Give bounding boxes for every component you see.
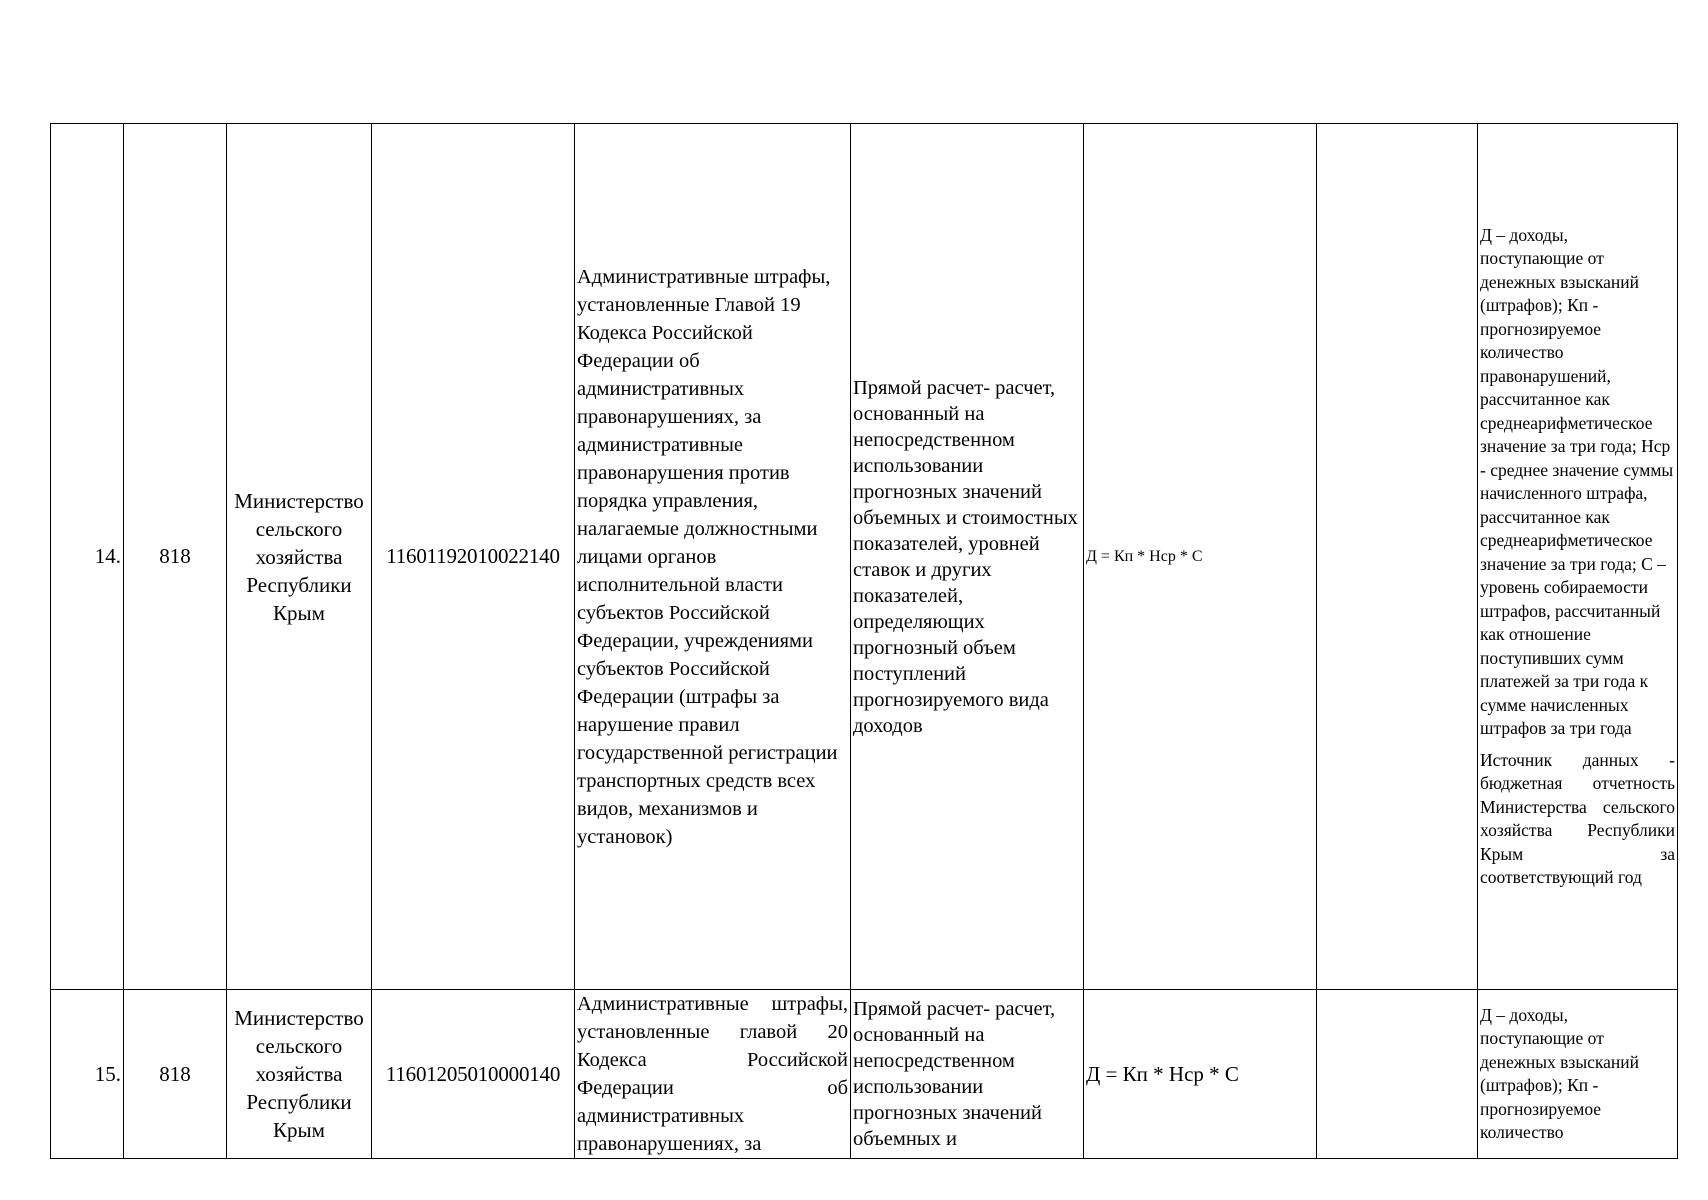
formula-description-cell: [1478, 124, 1678, 990]
table-row: [51, 990, 1678, 1159]
empty-cell: [1317, 990, 1478, 1159]
organization-name: Министерство сельского хозяйства Республики Крым: [227, 990, 372, 1159]
admin-code: 818: [124, 124, 227, 990]
formula: Д = Кп * Нср * С: [1084, 124, 1317, 990]
admin-code: 818: [124, 990, 227, 1159]
row-number: 14.: [51, 124, 124, 990]
budget-classification-code: 11601205010000140: [372, 990, 575, 1159]
data-source: Источник данных - бюджетная отчетность Министерства сельского хозяйства Республики Крым за соответствующий год: [1480, 749, 1675, 887]
budget-classification-code: 11601192010022140: [372, 124, 575, 990]
empty-cell: [1317, 124, 1478, 990]
formula-description: Д – доходы, поступающие от денежных взысканий (штрафов); Кп - прогнозируемое количество: [1480, 1004, 1639, 1142]
table-row: [51, 124, 1678, 990]
revenue-name: Административные штрафы, установленные Главой 19 Кодекса Российской Федерации об административных правонарушениях, за административные правонарушения против порядка управления, налагаемые должностными лицами органов исполнительной власти субъектов Российской Федерации, учреждениями субъектов Российской Федерации (штрафы за нарушение правил государственной регистрации транспортных средств всех видов, механизмов и установок): [575, 124, 851, 990]
revenue-forecast-table: [50, 123, 1678, 1159]
formula-description: Д – доходы, поступающие от денежных взысканий (штрафов); Кп - прогнозируемое количество правонарушений, рассчитанное как среднеарифметическое значение за три года; Нср - среднее значение суммы начисленного штрафа, рассчитанное как среднеарифметическое значение за три года; С – уровень собираемости штрафов, рассчитанный как отношение поступивших сумм платежей за три года к сумме начисленных штрафов за три года: [1480, 224, 1674, 738]
organization-name: Министерство сельского хозяйства Республики Крым: [227, 124, 372, 990]
revenue-name: Административные штрафы, установленные главой 20 Кодекса Российской Федерации об административных правонарушениях, за: [575, 990, 851, 1159]
formula: Д = Кп * Нср * С: [1084, 990, 1317, 1159]
formula-description-cell: [1478, 990, 1678, 1159]
calculation-method: Прямой расчет- расчет, основанный на непосредственном использовании прогнозных значений объемных и стоимостных показателей, уровней ставок и других показателей, определяющих прогнозный объем поступлений прогнозируемого вида доходов: [851, 124, 1084, 990]
calculation-method: Прямой расчет- расчет, основанный на непосредственном использовании прогнозных значений объемных и: [851, 990, 1084, 1159]
row-number: 15.: [51, 990, 124, 1159]
